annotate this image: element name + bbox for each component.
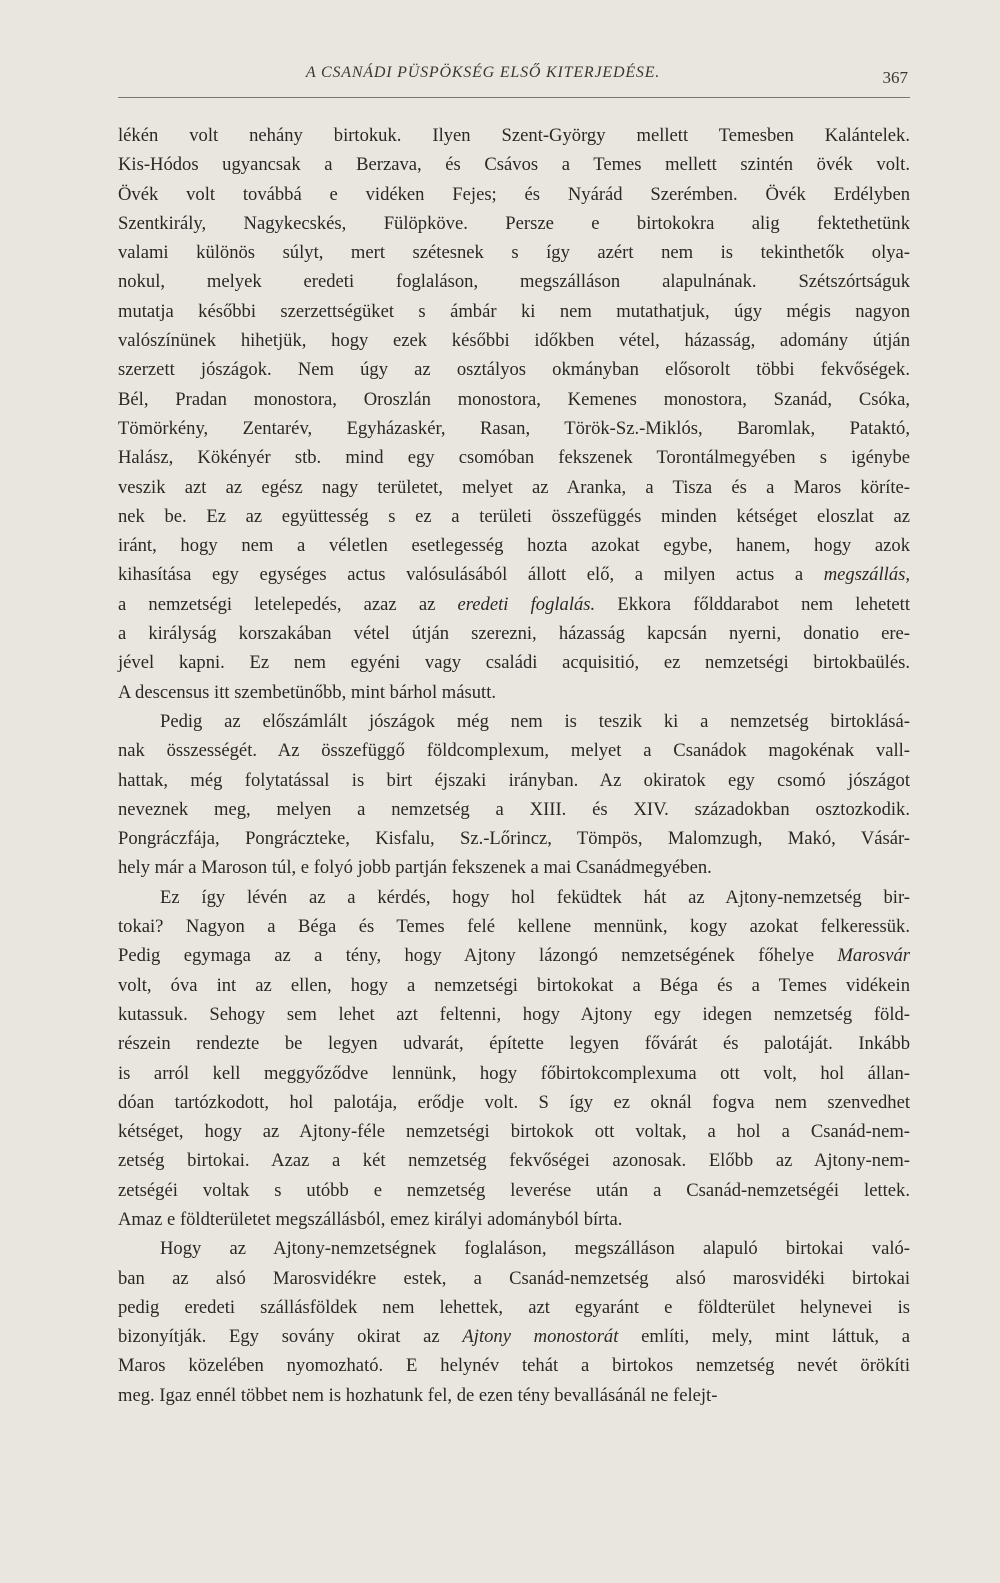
text-line: Halász, Kökényér stb. mind egy csomóban fekszenek Torontálmegyében s igénybe [118,447,910,469]
text-line: lékén volt nehány birtokuk. Ilyen Szent-György mellett Temesben Kalántelek. [118,125,910,146]
text-line: kutassuk. Sehogy sem lehet azt feltenni, hogy Ajtony egy idegen nemzetség föld- [118,1003,910,1025]
italic-phrase: Ajtony monostorát [462,1326,619,1348]
text-line: nokul, melyek eredeti foglaláson, megszálláson alapulnának. Szétszórtságuk [118,271,910,293]
text-line: kihasítása egy egységes actus valósulásából állott elő, a milyen actus a megszállás, [118,564,910,586]
header-rule [118,97,910,98]
text-line: dóan tartózkodott, hol palotája, erődje volt. S így ez oknál fogva nem szenvedhet [118,1091,910,1113]
text-line: Ez így lévén az a kérdés, hogy hol feküdtek hát az Ajtony-nemzetség bir- [160,886,910,908]
text-line: zetségéi voltak s utóbb e nemzetség leverése után a Csanád-nemzetségéi lettek. [118,1179,910,1201]
text-line: Övék volt továbbá e vidéken Fejes; és Nyárád Szerémben. Övék Erdélyben [118,183,910,205]
italic-phrase: Marosvár [837,945,910,967]
text-line: Amaz e földterületet megszállásból, emez királyi adományból bírta. [118,1208,623,1230]
text-line: Hogy az Ajtony-nemzetségnek foglaláson, megszálláson alapuló birtokai való- [160,1238,910,1260]
text-line: hely már a Maroson túl, e folyó jobb partján fekszenek a mai Csanádmegyében. [118,857,712,879]
paragraph [118,883,910,1235]
text-line: neveznek meg, melyen a nemzetség a XIII. és XIV. századokban osztozkodik. [118,798,910,820]
italic-phrase: eredeti foglalás. [457,593,596,615]
text-line: hattak, még folytatással is birt éjszaki irányban. Az okiratok egy csomó jószágot [118,769,910,791]
text-line: szerzett jószágok. Nem úgy az osztályos okmányban elősorolt többi fekvőségek. [118,359,910,381]
text-line: ban az alsó Marosvidékre estek, a Csanád-nemzetség alsó marosvidéki birtokai [118,1267,910,1289]
running-head [118,64,908,94]
text-line: iránt, hogy nem a véletlen esetlegesség hozta azokat egybe, hanem, hogy azok [118,535,910,557]
text-line: veszik azt az egész nagy területet, melyet az Aranka, a Tisza és a Maros köríte- [118,476,910,498]
text-line: Tömörkény, Zentarév, Egyházaskér, Rasan, Török-Sz.-Miklós, Baromlak, Pataktó, [118,417,910,439]
text-line: valami különös súlyt, mert szétesnek s így azért nem is tekinthetők olya- [118,242,910,264]
text-line: nak összességét. Az összefüggő földcomplexum, melyet a Csanádok magokénak vall- [118,740,910,762]
text-line: nek be. Ez az együttesség s ez a területi összefüggés minden kétséget eloszlat az [118,505,910,527]
text-line: tokai? Nagyon a Béga és Temes felé kellene mennünk, kogy azokat felkeressük. [118,916,910,938]
paragraph [118,707,910,883]
text-line: Pongráczfája, Pongráczteke, Kisfalu, Sz.-Lőrincz, Tömpös, Malomzugh, Makó, Vásár- [118,828,910,850]
text-line: A descensus itt szembetünőbb, mint bárhol másutt. [118,681,497,703]
text-line: Maros közelében nyomozható. E helynév tehát a birtokos nemzetség nevét örökíti [118,1355,910,1377]
text-line: a nemzetségi letelepedés, azaz az eredeti foglalás. Ekkora főlddarabot nem lehetett [118,593,910,615]
text-line: zetség birtokai. Azaz a két nemzetség fekvőségei azonosak. Előbb az Ajtony-nem- [118,1150,910,1172]
text-line: jével kapni. Ez nem egyéni vagy családi acquisitió, ez nemzetségi birtokbaülés. [118,652,910,674]
text-line: meg. Igaz ennél többet nem is hozhatunk fel, de ezen tény bevallásánál ne felejt- [118,1384,718,1406]
text-line: Pedig egymaga az a tény, hogy Ajtony lázongó nemzetségének főhelye Marosvár [118,945,910,967]
page-number: 367 [882,68,908,87]
paragraph [118,121,910,707]
text-line: a királyság korszakában vétel útján szerezni, házasság kapcsán nyerni, donatio ere- [118,623,910,645]
body-text [118,121,910,1410]
text-line: volt, óva int az ellen, hogy a nemzetségi birtokokat a Béga és a Temes vidékein [118,974,910,996]
text-line: valószínünek hihetjük, hogy ezek későbbi időkben vétel, házasság, adomány útján [118,330,910,352]
text-line: részein rendezte be legyen udvarát, építette legyen fővárát és palotáját. Inkább [118,1033,910,1055]
text-line: pedig eredeti szállásföldek nem lehettek, azt egyaránt e földterület helynevei is [118,1296,910,1318]
text-line: kétséget, hogy az Ajtony-féle nemzetségi birtokok ott voltak, a hol a Csanád-nem- [118,1121,910,1143]
text-line: mutatja későbbi szerzettségüket s ámbár ki nem mutathatjuk, úgy mégis nagyon [118,300,910,322]
italic-phrase: megszállás, [823,564,910,586]
paragraph [118,1234,910,1410]
running-title: A CSANÁDI PÜSPÖKSÉG ELSŐ KITERJEDÉSE. [305,64,661,81]
text-line: bizonyítják. Egy sovány okirat az Ajtony monostorát említi, mely, mint láttuk, a [118,1326,910,1348]
text-line: Szentkirály, Nagykecskés, Fülöpköve. Persze e birtokokra alig fektethetünk [118,212,910,234]
text-line: Bél, Pradan monostora, Oroszlán monostora, Kemenes monostora, Szanád, Csóka, [118,388,910,410]
text-line: is arról kell meggyőződve lennünk, hogy főbirtokcomplexuma ott volt, hol állan- [118,1062,910,1084]
text-line: Kis-Hódos ugyancsak a Berzava, és Csávos a Temes mellett szintén övék volt. [118,154,910,176]
text-line: Pedig az előszámlált jószágok még nem is teszik ki a nemzetség birtoklásá- [160,710,910,732]
